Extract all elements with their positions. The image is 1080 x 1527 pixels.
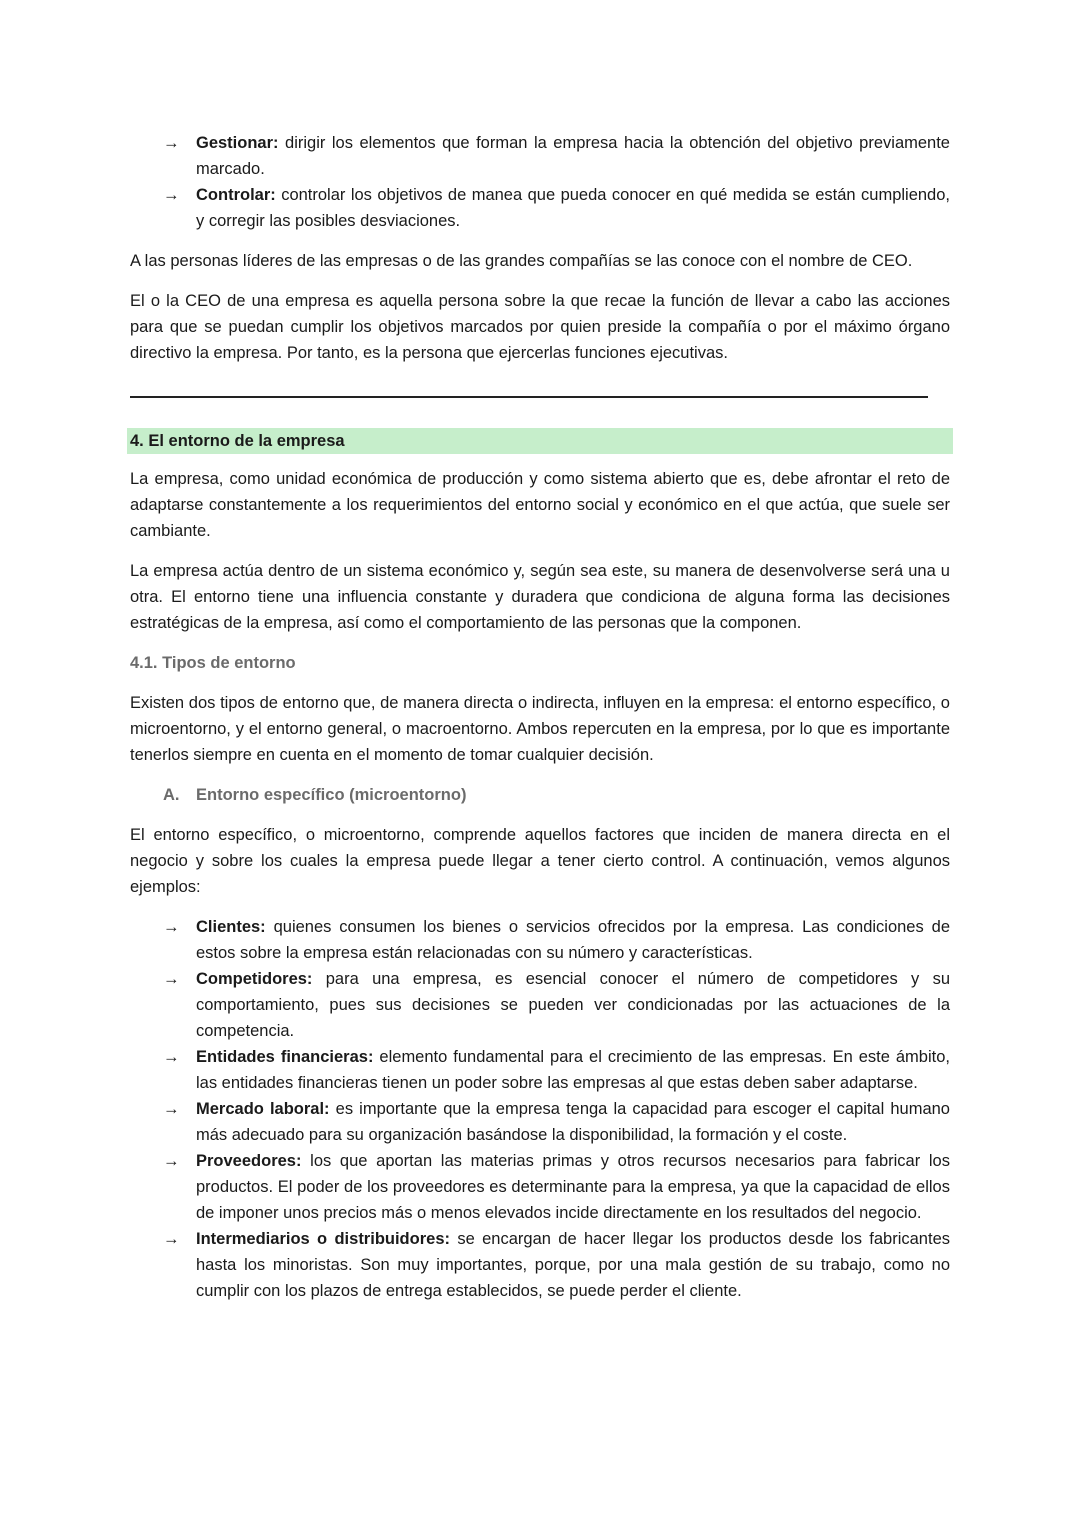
- heading-letter: A.: [163, 786, 180, 804]
- arrow-icon: →: [163, 1152, 180, 1170]
- heading-text: Entorno específico (microentorno): [196, 786, 467, 804]
- bullet-text: dirigir los elementos que forman la empresa hacia la obtención del objetivo previamente marcado.: [196, 134, 950, 178]
- bullet-term: Clientes:: [196, 918, 266, 936]
- arrow-icon: →: [163, 134, 180, 152]
- arrow-icon: →: [163, 970, 180, 988]
- bullet-competidores: [130, 966, 950, 1044]
- paragraph-tipos: Existen dos tipos de entorno que, de manera directa o indirecta, influyen en la empresa: el entorno específico, o microentorno, y el entorno general, o macroentorno. Ambos repercuten en la empresa, por lo que es importante tenerlos siempre en cuenta en el momento de tomar cualquier decisión.: [130, 694, 950, 764]
- paragraph-ceo-intro: A las personas líderes de las empresas o de las grandes compañías se las conoce con el nombre de CEO.: [130, 252, 913, 270]
- bullet-term: Controlar:: [196, 186, 276, 204]
- bullet-term: Mercado laboral:: [196, 1100, 330, 1118]
- microentorno-bullet-list: [130, 914, 950, 1304]
- bullet-term: Gestionar:: [196, 134, 279, 152]
- paragraph-ceo-definition: El o la CEO de una empresa es aquella persona sobre la que recae la función de llevar a cabo las acciones para que se puedan cumplir los objetivos marcados por quien preside la compañía o por el máximo órgano directivo la empresa. Por tanto, es la persona que ejercerlas funciones ejecutivas.: [130, 292, 950, 362]
- bullet-term: Entidades financieras:: [196, 1048, 374, 1066]
- arrow-icon: →: [163, 1230, 180, 1248]
- arrow-icon: →: [163, 918, 180, 936]
- paragraph-entorno-1: La empresa, como unidad económica de producción y como sistema abierto que es, debe afrontar el reto de adaptarse constantemente a los requerimientos del entorno social y económico en el que actúa, que suele ser cambiante.: [130, 470, 950, 540]
- lettered-heading: [130, 782, 950, 808]
- bullet-text: es importante que la empresa tenga la capacidad para escoger el capital humano más adecuado para su organización basándose la disponibilidad, la formación y el coste.: [196, 1100, 950, 1144]
- bullet-term: Intermediarios o distribuidores:: [196, 1230, 450, 1248]
- paragraph-microentorno: El entorno específico, o microentorno, comprende aquellos factores que inciden de manera directa en el negocio y sobre los cuales la empresa puede llegar a tener cierto control. A continuación, vemos algunos ejemplos:: [130, 826, 950, 896]
- top-bullet-list: [130, 130, 950, 234]
- bullet-text: quienes consumen los bienes o servicios ofrecidos por la empresa. Las condiciones de estos sobre la empresa están relacionadas con su número y características.: [196, 918, 950, 962]
- bullet-term: Proveedores:: [196, 1152, 302, 1170]
- bullet-gestionar: [130, 130, 950, 182]
- bullet-text: controlar los objetivos de manea que pueda conocer en qué medida se están cumpliendo, y corregir las posibles desviaciones.: [196, 186, 950, 230]
- subsection-heading: 4.1. Tipos de entorno: [130, 654, 296, 672]
- bullet-clientes: [130, 914, 950, 966]
- bullet-controlar: [130, 182, 950, 234]
- section-heading: 4. El entorno de la empresa: [127, 428, 953, 454]
- bullet-text: para una empresa, es esencial conocer el número de competidores y su comportamiento, pues sus decisiones se pueden ver condicionadas por las actuaciones de la competencia.: [196, 970, 950, 1040]
- bullet-intermediarios: [130, 1226, 950, 1304]
- bullet-text: se encargan de hacer llegar los productos desde los fabricantes hasta los minoristas. Son muy importantes, porque, por una mala gestión de su trabajo, como no cumplir con los plazos de entrega establecidos, se puede perder el cliente.: [196, 1230, 950, 1300]
- bullet-mercado-laboral: [130, 1096, 950, 1148]
- bullet-proveedores: [130, 1148, 950, 1226]
- bullet-term: Competidores:: [196, 970, 313, 988]
- arrow-icon: →: [163, 1048, 180, 1066]
- arrow-icon: →: [163, 1100, 180, 1118]
- bullet-entidades-financieras: [130, 1044, 950, 1096]
- arrow-icon: →: [163, 186, 180, 204]
- bullet-text: los que aportan las materias primas y otros recursos necesarios para fabricar los productos. El poder de los proveedores es determinante para la empresa, ya que la capacidad de ellos de imponer unos precios más o menos elevados incide directamente en los resultados del negocio.: [196, 1152, 950, 1222]
- horizontal-divider: [130, 396, 928, 398]
- bullet-text: elemento fundamental para el crecimiento de las empresas. En este ámbito, las entidades financieras tienen un poder sobre las empresas al que estas deben saber adaptarse.: [196, 1048, 950, 1092]
- paragraph-entorno-2: La empresa actúa dentro de un sistema económico y, según sea este, su manera de desenvolverse será una u otra. El entorno tiene una influencia constante y duradera que condiciona de alguna forma las decisiones estratégicas de la empresa, así como el comportamiento de las personas que la componen.: [130, 562, 950, 632]
